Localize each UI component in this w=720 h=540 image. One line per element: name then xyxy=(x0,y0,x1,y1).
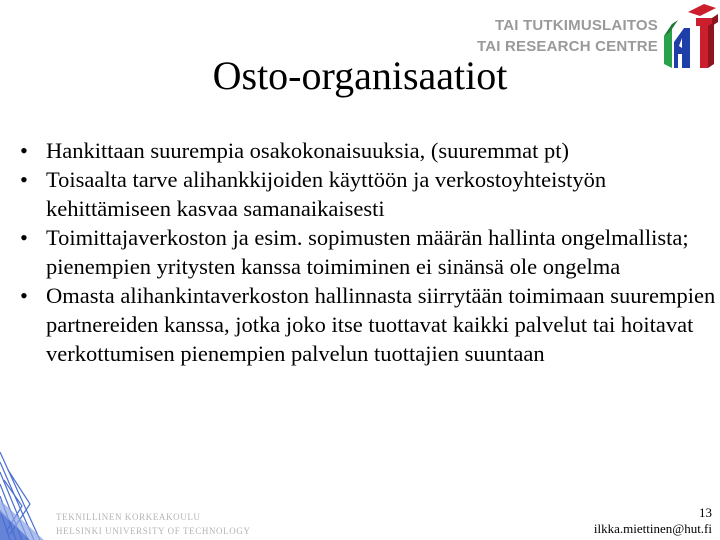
bullet-text: Omasta alihankintaverkoston hallinnasta siirrytään toimimaan suurempien partnereiden kanssa, jotka joko itse tuottavat kaikki palvelut tai hoitavat verkottumisen pienempien palvelun tuottajien suuntaan xyxy=(46,283,716,366)
bullet-text: Toimittajaverkoston ja esim. sopimusten määrän hallinta ongelmallista; pienempien yritysten kanssa toimiminen ei sinänsä ole ongelma xyxy=(46,225,689,279)
hut-wing-logo-icon xyxy=(0,440,70,540)
author-email: ilkka.miettinen@hut.fi xyxy=(593,521,712,536)
bullet-text: Hankittaan suurempia osakokonaisuuksia, (suuremmat pt) xyxy=(46,138,570,163)
bullet-item xyxy=(20,136,716,165)
bullet-item xyxy=(20,223,716,281)
slide-title: Osto-organisaatiot xyxy=(212,53,508,98)
footer-university-en: HELSINKI UNIVERSITY OF TECHNOLOGY xyxy=(56,526,251,536)
bullet-dot: • xyxy=(20,138,28,163)
bullet-list xyxy=(20,136,716,368)
footer-university-fi: TEKNILLINEN KORKEAKOULU xyxy=(56,512,201,522)
bullet-text: Toisaalta tarve alihankkijoiden käyttöön ja verkostoyhteistyön kehittämiseen kasvaa samanaikaisesti xyxy=(46,167,607,221)
bullet-dot: • xyxy=(20,167,28,192)
bullet-dot: • xyxy=(20,225,28,250)
bullet-item xyxy=(20,165,716,223)
page-number: 13 xyxy=(699,505,712,520)
org-name-fi: TAI TUTKIMUSLAITOS xyxy=(494,17,658,34)
org-name-en: TAI RESEARCH CENTRE xyxy=(476,38,658,55)
bullet-item xyxy=(20,281,716,368)
bullet-dot: • xyxy=(20,283,28,308)
